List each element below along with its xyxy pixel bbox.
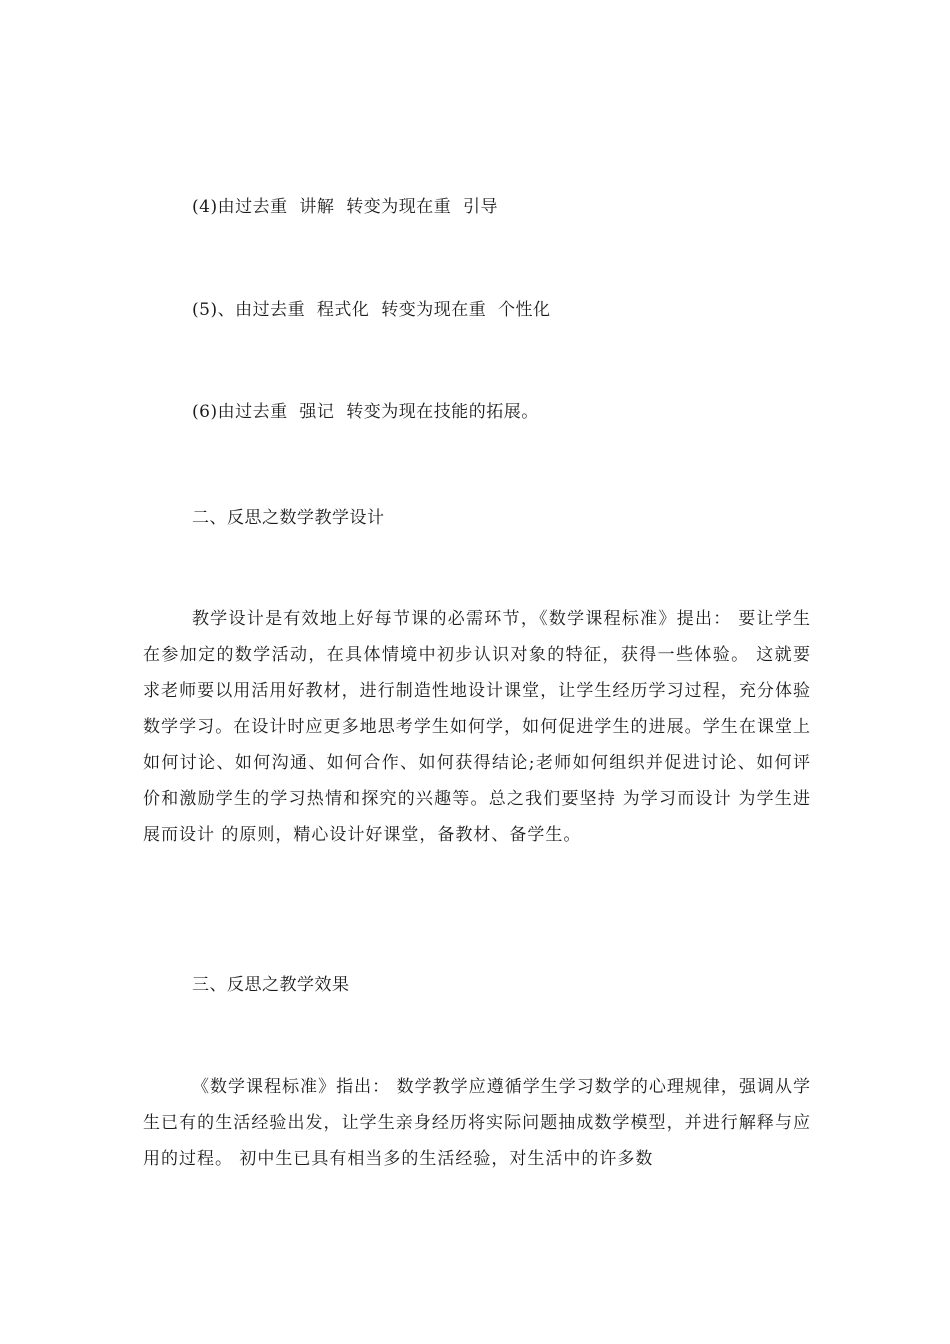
item-4: (4)由过去重 讲解 转变为现在重 引导	[192, 197, 499, 217]
item-6: (6)由过去重 强记 转变为现在技能的拓展。	[192, 402, 539, 422]
item-5: (5)、由过去重 程式化 转变为现在重 个性化	[192, 300, 551, 320]
section-3-heading: 三、反思之教学效果	[192, 975, 350, 995]
section-3-paragraph: 《数学课程标准》指出： 数学教学应遵循学生学习数学的心理规律，强调从学生已有的生活经验出发，让学生亲身经历将实际问题抽成数学模型，并进行解释与应用的过程。 初中生已具有相当多的生活经验，对生活中的许多数	[143, 1077, 811, 1169]
section-2-heading: 二、反思之数学教学设计	[192, 508, 385, 528]
section-2-paragraph: 教学设计是有效地上好每节课的必需环节，《数学课程标准》提出： 要让学生在参加定的数学活动，在具体情境中初步认识对象的特征，获得一些体验。 这就要求老师要以用活用好教材，进行制造性地设计课堂，让学生经历学习过程，充分体验数学学习。在设计时应更多地思考学生如何学，如何促进学生的进展。学生在课堂上如何讨论、如何沟通、如何合作、如何获得结论;老师如何组织并促进讨论、如何评价和激励学生的学习热情和探究的兴趣等。总之我们要坚持 为学习而设计 为学生进展而设计 的原则，精心设计好课堂，备教材、备学生。	[143, 609, 811, 845]
